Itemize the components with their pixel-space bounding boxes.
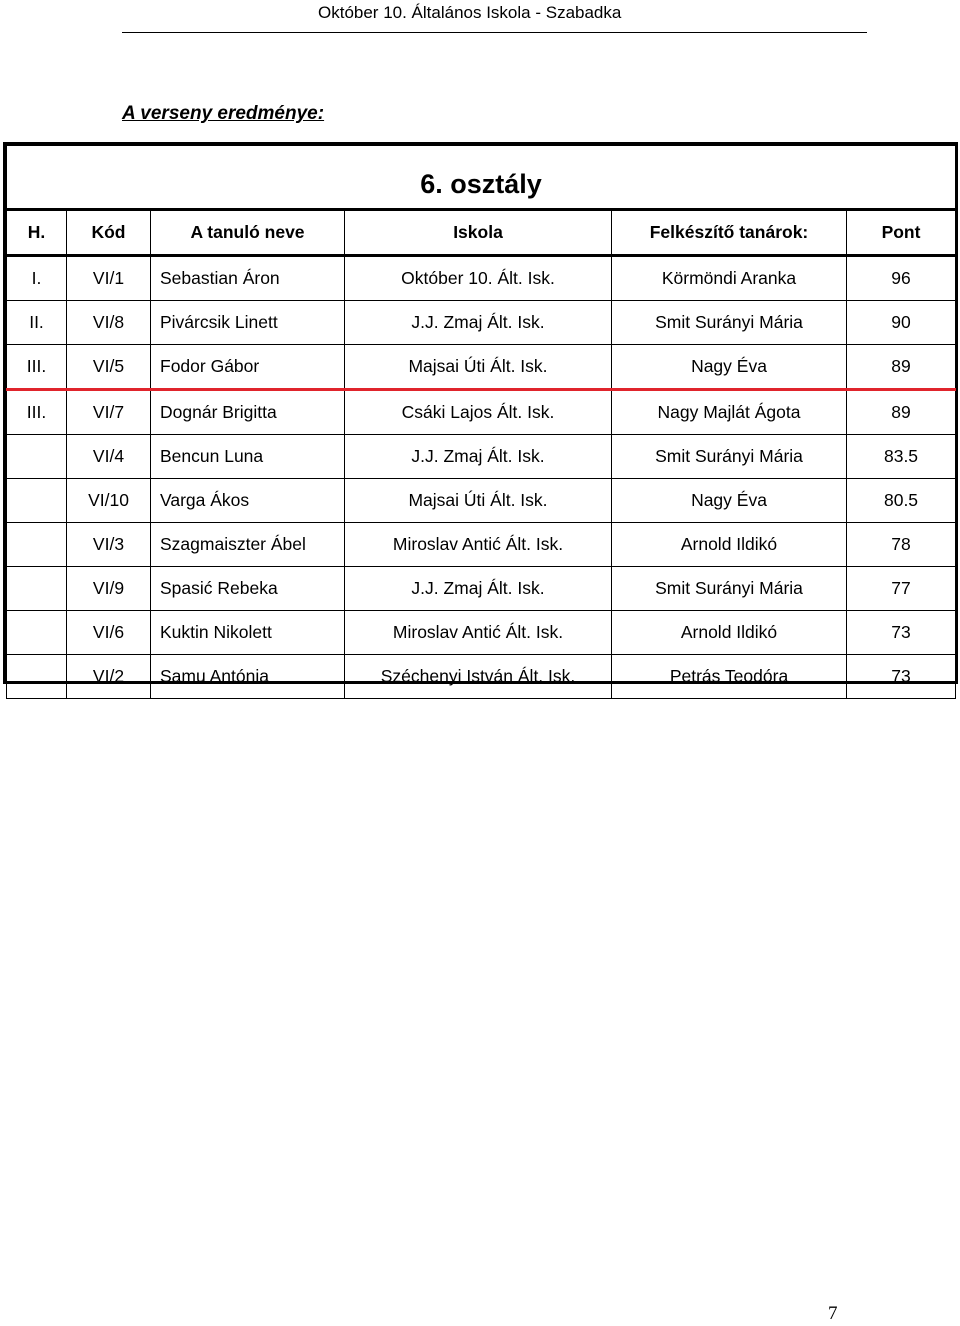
- rank-cell: I.: [7, 256, 67, 301]
- table-row: [7, 523, 956, 567]
- teacher-cell: Nagy Éva: [612, 479, 847, 523]
- school-cell: Majsai Úti Ált. Isk.: [345, 479, 612, 523]
- name-cell: Varga Ákos: [151, 479, 345, 523]
- code-cell: VI/3: [67, 523, 151, 567]
- rank-cell: [7, 655, 67, 699]
- rank-cell: [7, 435, 67, 479]
- code-cell: VI/10: [67, 479, 151, 523]
- code-cell: VI/5: [67, 345, 151, 390]
- column-header-name: A tanuló neve: [151, 210, 345, 256]
- school-cell: Október 10. Ált. Isk.: [345, 256, 612, 301]
- header-rule: [122, 32, 867, 33]
- points-cell: 77: [847, 567, 956, 611]
- name-cell: Pivárcsik Linett: [151, 301, 345, 345]
- teacher-cell: Smit Surányi Mária: [612, 435, 847, 479]
- table-row: [7, 655, 956, 699]
- name-cell: Fodor Gábor: [151, 345, 345, 390]
- name-cell: Kuktin Nikolett: [151, 611, 345, 655]
- name-cell: Bencun Luna: [151, 435, 345, 479]
- name-cell: Spasić Rebeka: [151, 567, 345, 611]
- points-cell: 83.5: [847, 435, 956, 479]
- name-cell: Sebastian Áron: [151, 256, 345, 301]
- points-cell: 80.5: [847, 479, 956, 523]
- code-cell: VI/6: [67, 611, 151, 655]
- name-cell: Szagmaiszter Ábel: [151, 523, 345, 567]
- table-row: [7, 435, 956, 479]
- section-heading: A verseny eredménye:: [122, 103, 325, 124]
- school-cell: J.J. Zmaj Ált. Isk.: [345, 435, 612, 479]
- page-header: Október 10. Általános Iskola - Szabadka: [318, 3, 622, 22]
- table-row: [7, 611, 956, 655]
- results-table: [3, 142, 958, 684]
- rank-cell: [7, 523, 67, 567]
- table-header-row: [7, 210, 956, 256]
- table-title: 6. osztály: [7, 146, 956, 210]
- points-cell: 73: [847, 655, 956, 699]
- rank-cell: [7, 611, 67, 655]
- code-cell: VI/9: [67, 567, 151, 611]
- table-title-row: [7, 146, 956, 210]
- teacher-cell: Petrás Teodóra: [612, 655, 847, 699]
- rank-cell: II.: [7, 301, 67, 345]
- column-header-code: Kód: [67, 210, 151, 256]
- teacher-cell: Smit Surányi Mária: [612, 567, 847, 611]
- rank-cell: III.: [7, 390, 67, 435]
- teacher-cell: Arnold Ildikó: [612, 611, 847, 655]
- points-cell: 73: [847, 611, 956, 655]
- column-header-school: Iskola: [345, 210, 612, 256]
- teacher-cell: Körmöndi Aranka: [612, 256, 847, 301]
- teacher-cell: Smit Surányi Mária: [612, 301, 847, 345]
- points-cell: 78: [847, 523, 956, 567]
- school-cell: Csáki Lajos Ált. Isk.: [345, 390, 612, 435]
- code-cell: VI/2: [67, 655, 151, 699]
- teacher-cell: Arnold Ildikó: [612, 523, 847, 567]
- table-row: [7, 256, 956, 301]
- table-row: [7, 567, 956, 611]
- school-cell: Majsai Úti Ált. Isk.: [345, 345, 612, 390]
- column-header-rank: H.: [7, 210, 67, 256]
- table-row: [7, 390, 956, 435]
- code-cell: VI/1: [67, 256, 151, 301]
- code-cell: VI/8: [67, 301, 151, 345]
- code-cell: VI/7: [67, 390, 151, 435]
- page-number: 7: [828, 1303, 838, 1324]
- school-cell: Miroslav Antić Ált. Isk.: [345, 523, 612, 567]
- name-cell: Samu Antónia: [151, 655, 345, 699]
- rank-cell: [7, 567, 67, 611]
- name-cell: Dognár Brigitta: [151, 390, 345, 435]
- table-row: [7, 479, 956, 523]
- table-row: [7, 301, 956, 345]
- points-cell: 96: [847, 256, 956, 301]
- column-header-teachers: Felkészítő tanárok:: [612, 210, 847, 256]
- teacher-cell: Nagy Éva: [612, 345, 847, 390]
- column-header-points: Pont: [847, 210, 956, 256]
- school-cell: Miroslav Antić Ált. Isk.: [345, 611, 612, 655]
- teacher-cell: Nagy Majlát Ágota: [612, 390, 847, 435]
- points-cell: 89: [847, 390, 956, 435]
- school-cell: J.J. Zmaj Ált. Isk.: [345, 567, 612, 611]
- rank-cell: III.: [7, 345, 67, 390]
- table-row: [7, 345, 956, 390]
- code-cell: VI/4: [67, 435, 151, 479]
- school-cell: Széchenyi István Ált. Isk.: [345, 655, 612, 699]
- school-cell: J.J. Zmaj Ált. Isk.: [345, 301, 612, 345]
- points-cell: 90: [847, 301, 956, 345]
- rank-cell: [7, 479, 67, 523]
- points-cell: 89: [847, 345, 956, 390]
